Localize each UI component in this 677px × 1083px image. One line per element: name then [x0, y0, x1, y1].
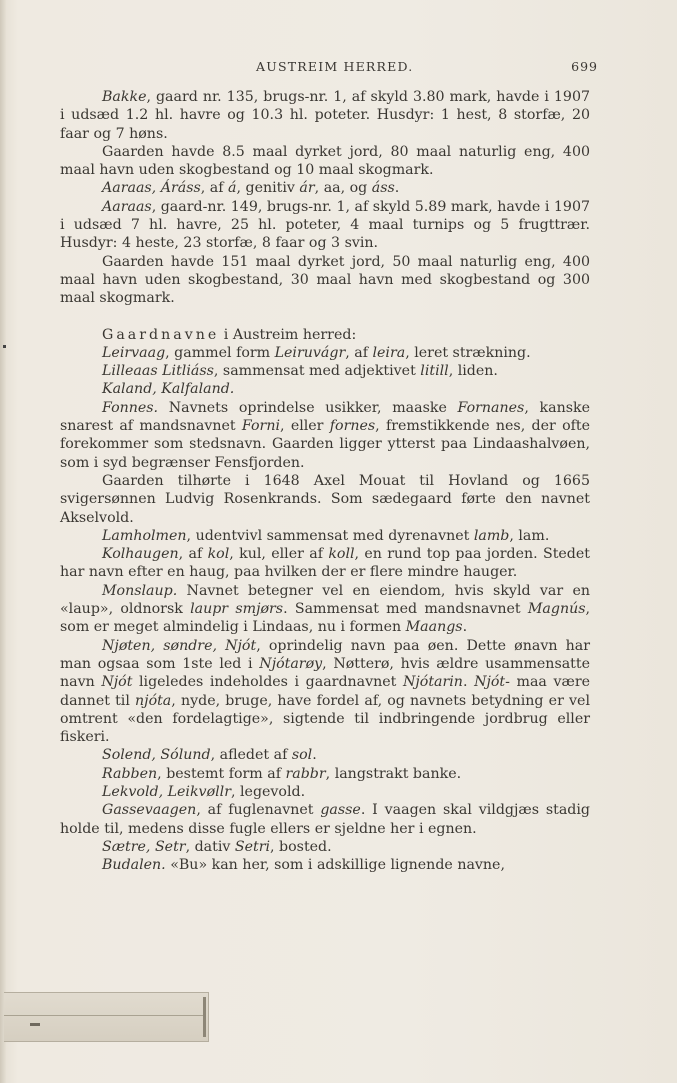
text-run: i Austreim herred: — [219, 326, 357, 343]
text-run: , gaard nr. 135, brugs-nr. 1, af skyld 3.80 mark, havde i 1907 i udsæd 1.2 hl. havre og 10.3 hl. poteter. Husdyr: 1 hest, 8 storfæ, 20 faar og 7 høns. — [60, 89, 590, 142]
text-run: . — [462, 674, 475, 691]
text-run: , bestemt form af — [157, 765, 286, 782]
italic-term: kol — [207, 546, 230, 563]
italic-term: Kaland, Kalfaland. — [102, 381, 235, 398]
paragraph — [60, 765, 590, 783]
italic-term: Bakke — [102, 89, 147, 105]
italic-term: sol — [291, 747, 313, 764]
text-run: «Bu» kan her, som i adskillige lignende navne, — [165, 857, 505, 874]
text-run: , aa, og — [314, 180, 372, 197]
text-run: , liden. — [448, 363, 498, 380]
text-run: , som er meget almindelig i Lindaas, nu i formen — [60, 601, 591, 636]
paragraph — [60, 88, 590, 143]
paragraph — [60, 783, 590, 801]
stamp-edge-bar — [203, 997, 206, 1037]
text-run: , oprindelig navn paa øen. Dette ønavn har man ogsaa som 1ste led i — [60, 637, 590, 672]
paragraph — [60, 637, 590, 747]
text-run: . — [312, 747, 317, 764]
stamp-mark — [30, 1023, 40, 1026]
italic-term: Njót- — [474, 674, 510, 691]
italic-term: Budalen. — [102, 857, 166, 874]
italic-term: Fornanes — [457, 399, 525, 416]
text-run: Gaarden tilhørte i 1648 Axel Mouat til Hovland og 1665 svigersønnen Ludvig Rosenkrands. Som sædegaard førte den navnet Akselvold. — [60, 472, 590, 526]
italic-term: Aaraas, Áráss — [102, 180, 201, 197]
italic-term: Maangs — [405, 619, 463, 636]
text-run: , af — [200, 180, 229, 197]
text-run: , udentvivl sammensat med dyrenavnet — [186, 527, 474, 544]
italic-term: Leirvaag — [102, 344, 166, 361]
paragraph — [60, 198, 590, 253]
italic-term: Njótarøy — [259, 655, 323, 672]
text-run: maa være dannet til — [60, 674, 590, 709]
italic-term: á — [228, 180, 237, 197]
italic-term: njóta — [135, 692, 172, 709]
paragraph — [60, 326, 590, 344]
italic-term: Njótarin — [402, 674, 463, 691]
italic-term: Gassevaagen — [102, 802, 197, 819]
paragraph — [60, 253, 590, 308]
italic-term: Aaraas — [102, 198, 152, 215]
paragraph — [60, 545, 590, 582]
paragraph — [60, 801, 590, 838]
text-run: , af — [178, 546, 208, 563]
text-run: , nyde, bruge, have fordel af, og navnets betydning er vel omtrent «den fordelagtige», sigtende til indbringende jordbrug eller fiskeri. — [60, 692, 590, 746]
text-run: , leret strækning. — [405, 344, 531, 361]
paragraph — [60, 746, 590, 764]
header-title: AUSTREIM HERRED. — [256, 59, 414, 74]
italic-term: Njót — [101, 674, 133, 691]
text-run: , gammel form — [165, 344, 275, 361]
text-run: . I vaagen skal vildgjæs stadig holde til, medens disse fugle ellers er sjeldne her i egnen. — [60, 802, 591, 837]
library-stamp-strip — [4, 992, 209, 1042]
text-run: , langstrakt banke. — [325, 765, 462, 782]
text-run: , legevold. — [230, 783, 306, 800]
italic-term: Sætre, Setr — [102, 838, 186, 855]
text-run: . — [462, 619, 468, 636]
paragraph — [60, 179, 590, 197]
italic-term: Forni — [241, 418, 280, 435]
text-run: Gaarden havde 151 maal dyrket jord, 50 maal naturlig eng, 400 maal havn uden skogbestand, 30 maal havn med skogbestand og 300 maal skogmark. — [60, 253, 590, 307]
paragraph — [60, 856, 590, 874]
italic-term: ár — [299, 180, 315, 197]
paragraph — [60, 582, 590, 637]
italic-term: fornes — [329, 418, 376, 435]
text-run: Gaarden havde 8.5 maal dyrket jord, 80 maal naturlig eng, 400 maal havn uden skogbestand og 10 maal skogmark. — [60, 143, 590, 179]
text-run: , af — [345, 344, 373, 361]
italic-term: leira — [372, 344, 406, 361]
italic-term: koll — [328, 546, 355, 563]
italic-term: rabbr — [285, 765, 326, 782]
text-run: , lam. — [509, 527, 550, 544]
italic-term: Solend, Sólund — [102, 747, 211, 764]
italic-term: Lekvold, Leikvøllr — [102, 783, 231, 800]
stamp-divider — [4, 1015, 204, 1016]
paragraph — [60, 380, 590, 398]
text-run: , af fuglenavnet — [196, 802, 321, 819]
italic-term: Leiruvágr — [274, 344, 346, 361]
italic-term: Kolhaugen — [102, 546, 179, 563]
text-run: . — [394, 180, 400, 197]
text-run: , kanske snarest af mandsnavnet — [60, 399, 590, 435]
italic-term: Setri — [234, 838, 271, 855]
text-run: , eller — [280, 418, 330, 435]
italic-term: gasse — [320, 802, 361, 819]
text-run: , afledet af — [210, 747, 292, 764]
italic-term: Monslaup. — [102, 582, 178, 599]
text-run: Navnets oprindelse usikker, maaske — [158, 399, 458, 416]
text-run: , bosted. — [270, 838, 332, 855]
italic-term: Fonnes. — [102, 399, 159, 416]
text-run: , gaard-nr. 149, brugs-nr. 1, af skyld 5.89 mark, havde i 1907 i udsæd 7 hl. havre, 25 hl. poteter, 4 maal turnips og 5 frugttrær. Husdyr: 4 heste, 23 storfæ, 8 faar og 3 svin. — [60, 198, 590, 252]
italic-term: Lamholmen — [102, 527, 187, 544]
running-header — [56, 59, 598, 81]
italic-term: Magnús — [527, 601, 586, 618]
paragraph — [60, 399, 590, 472]
italic-term: Lilleaas Litliáss — [102, 363, 214, 380]
italic-term: lamb — [473, 527, 510, 544]
text-run: ligeledes indeholdes i gaardnavnet — [132, 674, 403, 691]
paragraph — [60, 143, 590, 180]
text-run: . Sammensat med mandsnavnet — [283, 601, 528, 618]
text-run: , Nøtterø, hvis ældre usammensatte navn — [60, 655, 590, 691]
text-run: , dativ — [185, 838, 235, 855]
text-run: Navnet betegner vel en eiendom, hvis skyld var en «laup», oldnorsk — [60, 582, 590, 618]
paragraph — [60, 362, 590, 380]
text-run: , genitiv — [236, 180, 300, 197]
body-text — [60, 88, 590, 874]
text-run: , kul, eller af — [229, 546, 329, 563]
paragraph — [60, 527, 590, 545]
paragraph — [60, 838, 590, 856]
text-run: , en rund top paa jorden. Stedet har navn efter en haug, paa hvilken der er flere mindre hauger. — [60, 546, 590, 581]
text-run: , sammensat med adjektivet — [213, 363, 421, 380]
margin-mark — [3, 345, 6, 348]
paragraph — [60, 472, 590, 527]
page-gutter-edge — [0, 0, 6, 1083]
italic-term: Njøten, søndre, Njót — [102, 637, 257, 654]
spaced-heading: Gaardnavne — [102, 326, 220, 343]
page-number: 699 — [571, 59, 598, 74]
italic-term: laupr smjørs — [190, 601, 284, 618]
paragraph — [60, 344, 590, 362]
text-run: , fremstikkende nes, der ofte forekommer som stedsnavn. Gaarden ligger ytterst paa Lindaashalvøen, som i syd begrænser Fensfjorden. — [60, 418, 590, 471]
italic-term: litill — [420, 363, 449, 380]
italic-term: áss — [371, 180, 395, 197]
italic-term: Rabben — [102, 765, 158, 782]
